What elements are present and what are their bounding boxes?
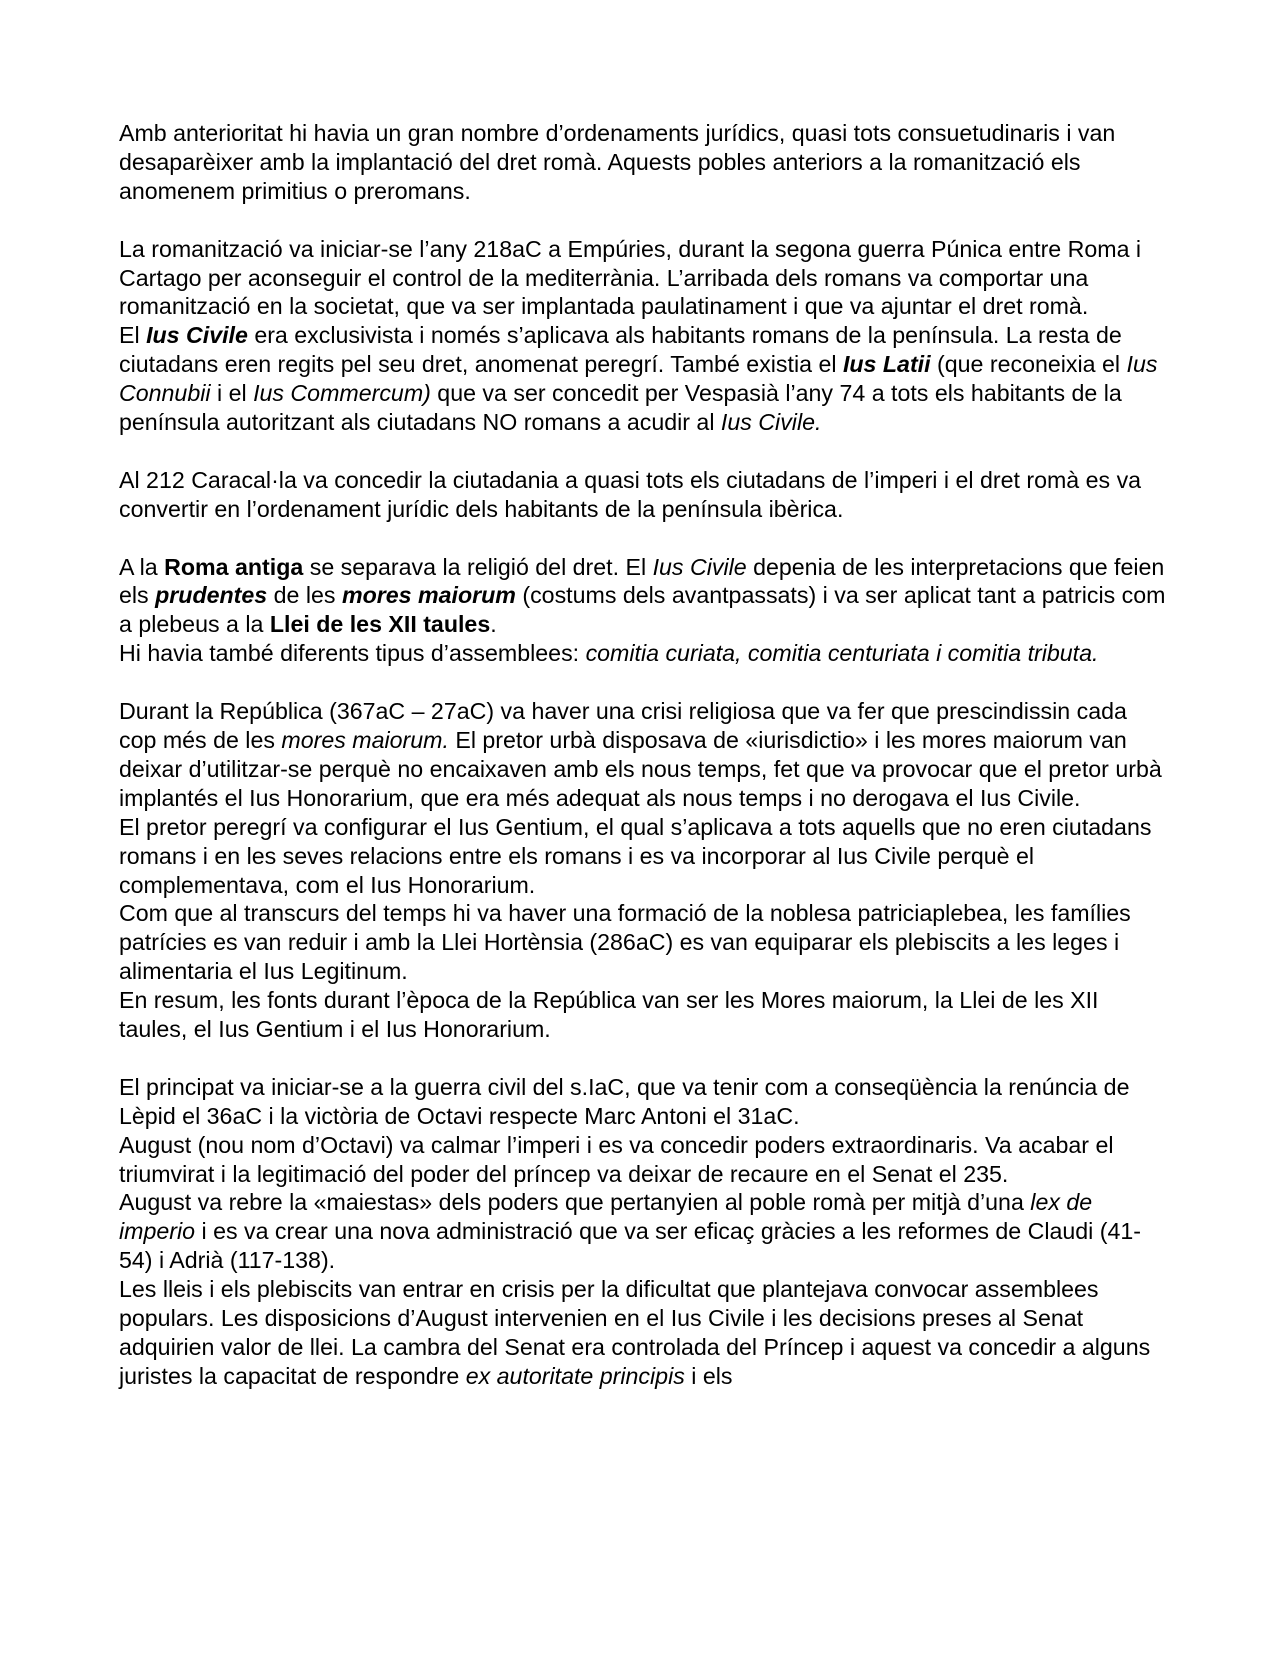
text-run-italic: comitia curiata, comitia centuriata i comitia tributa.	[585, 640, 1099, 667]
text-run: August va rebre la «maiestas» dels poders que pertanyien al poble romà per mitjà d’una	[119, 1189, 1031, 1216]
text-run: i es va crear una nova administració que va ser eficaç gràcies a les reformes de Claudi (41-54) i Adrià (117-138).	[119, 1218, 1142, 1274]
text-run: El pretor peregrí va configurar el Ius Gentium, el qual s’aplicava a tots aquells que no eren ciutadans romans i en les seves relacions entre els romans i es va incorporar al Ius Civile perquè el complementava, com el Ius Honorarium.	[119, 813, 1152, 898]
paragraph	[119, 697, 1169, 813]
text-run: era exclusivista i només s’aplicava als habitants romans de la península. La resta de ciutadans eren regits pel seu dret, anomenat peregrí. També existia el	[119, 322, 1122, 378]
paragraph	[119, 639, 1169, 668]
text-run-italic: Ius Commercum)	[253, 380, 431, 407]
paragraph	[119, 321, 1169, 437]
paragraph	[119, 1188, 1169, 1275]
text-run: El	[119, 322, 147, 349]
paragraph	[119, 119, 1169, 206]
text-run: El principat va iniciar-se a la guerra civil del s.IaC, que va tenir com a conseqüència la renúncia de Lèpid el 36aC i la victòria de Octavi respecte Marc Antoni el 31aC.	[119, 1073, 1130, 1129]
paragraph	[119, 235, 1169, 322]
text-run: Com que al transcurs del temps hi va haver una formació de la noblesa patriciaplebea, les famílies patrícies es van reduir i amb la Llei Hortènsia (286aC) es van equiparar els plebiscits a les leges i alimentaria el Ius Legitinum.	[119, 900, 1131, 985]
text-run: depenia de les interpretacions que feien els	[119, 553, 1165, 609]
text-run: A la	[119, 553, 165, 580]
text-run: El pretor urbà disposava de «iurisdictio» i les mores maiorum van deixar d’utilitzar-se perquè no encaixaven amb els nous temps, fet que va provocar que el pretor urbà implantés el Ius Honorarium, que era més adequat als nous temps i no derogava el Ius Civile.	[119, 726, 1162, 811]
text-run-italic: Ius Civile	[652, 553, 747, 580]
paragraph	[119, 986, 1169, 1044]
emphasis-bold	[155, 582, 267, 608]
emphasis-bold	[843, 351, 931, 377]
paragraph	[119, 1275, 1169, 1391]
text-run: .	[490, 611, 497, 638]
paragraph	[119, 1131, 1169, 1189]
text-run-bold: Llei de les XII taules	[269, 611, 491, 638]
text-run-bold-italic: mores maiorum	[341, 582, 516, 609]
paragraph	[119, 813, 1169, 900]
text-run: (que reconeixia el	[930, 351, 1127, 378]
text-run-italic: ex autoritate principis	[465, 1362, 685, 1389]
paragraph	[119, 466, 1169, 524]
text-run: Durant la República (367aC – 27aC) va haver una crisi religiosa que va fer que prescindissin cada cop més de les	[119, 698, 1127, 753]
paragraph	[119, 1073, 1169, 1131]
text-run-italic: Ius Connubii	[119, 351, 1158, 407]
paragraph	[119, 553, 1169, 640]
text-run: La romanització va iniciar-se l’any 218aC a Empúries, durant la segona guerra Púnica entre Roma i Cartago per aconseguir el control de la mediterrània. L’arribada dels romans va comportar una romanització en la societat, que va ser implantada paulatinament i que va ajuntar el dret romà.	[119, 235, 1142, 320]
text-run-bold: Roma antiga	[164, 553, 304, 580]
text-run-bold-italic: prudentes	[155, 582, 268, 609]
text-run: de les	[267, 582, 342, 609]
text-run: Les lleis i els plebiscits van entrar en crisis per la dificultat que plantejava convocar assemblees populars. Les disposicions d’August intervenien en el Ius Civile i les decisions preses al Senat adquirien valor de llei. La cambra del Senat era controlada del Príncep i aquest va concedir a alguns juristes la capacitat de respondre	[119, 1276, 1151, 1389]
text-run: i els	[684, 1362, 733, 1389]
text-run: August (nou nom d’Octavi) va calmar l’imperi i es va concedir poders extraordinaris. Va acabar el triumvirat i la legitimació del poder del príncep va deixar de recaure en el Senat el 235.	[119, 1131, 1114, 1187]
text-run-italic: mores maiorum.	[281, 726, 449, 753]
text-run: Al 212 Caracal·la va concedir la ciutadania a quasi tots els ciutadans de l’imperi i el dret romà es va convertir en l’ordenament jurídic dels habitants de la península ibèrica.	[119, 466, 1142, 522]
text-run: En resum, les fonts durant l’època de la República van ser les Mores maiorum, la Llei de les XII taules, el Ius Gentium i el Ius Honorarium.	[119, 987, 1099, 1043]
text-run: i el	[210, 380, 254, 407]
document-body	[119, 119, 1169, 1391]
text-run: que va ser concedit per Vespasià l’any 74 a tots els habitants de la península autoritzant als ciutadans NO romans a acudir al	[119, 380, 1122, 436]
text-run: se separava la religió del dret. El	[303, 553, 653, 580]
text-run: (costums dels avantpassats) i va ser aplicat tant a patricis com a plebeus a la	[119, 582, 1166, 638]
emphasis-bold	[342, 582, 516, 608]
text-run-italic: Ius Civile.	[720, 409, 822, 436]
text-run-bold-italic: Ius Latii	[842, 351, 931, 378]
text-run-italic: lex de imperio	[119, 1189, 1093, 1245]
text-run: Hi havia també diferents tipus d’assemblees:	[119, 640, 586, 667]
text-run-bold-italic: Ius Civile	[146, 322, 248, 349]
emphasis-bold	[146, 322, 248, 348]
paragraph	[119, 899, 1169, 986]
text-run: Amb anterioritat hi havia un gran nombre d’ordenaments jurídics, quasi tots consuetudinaris i van desaparèixer amb la implantació del dret romà. Aquests pobles anteriors a la romanització els anomenem primitius o preromans.	[119, 120, 1116, 204]
